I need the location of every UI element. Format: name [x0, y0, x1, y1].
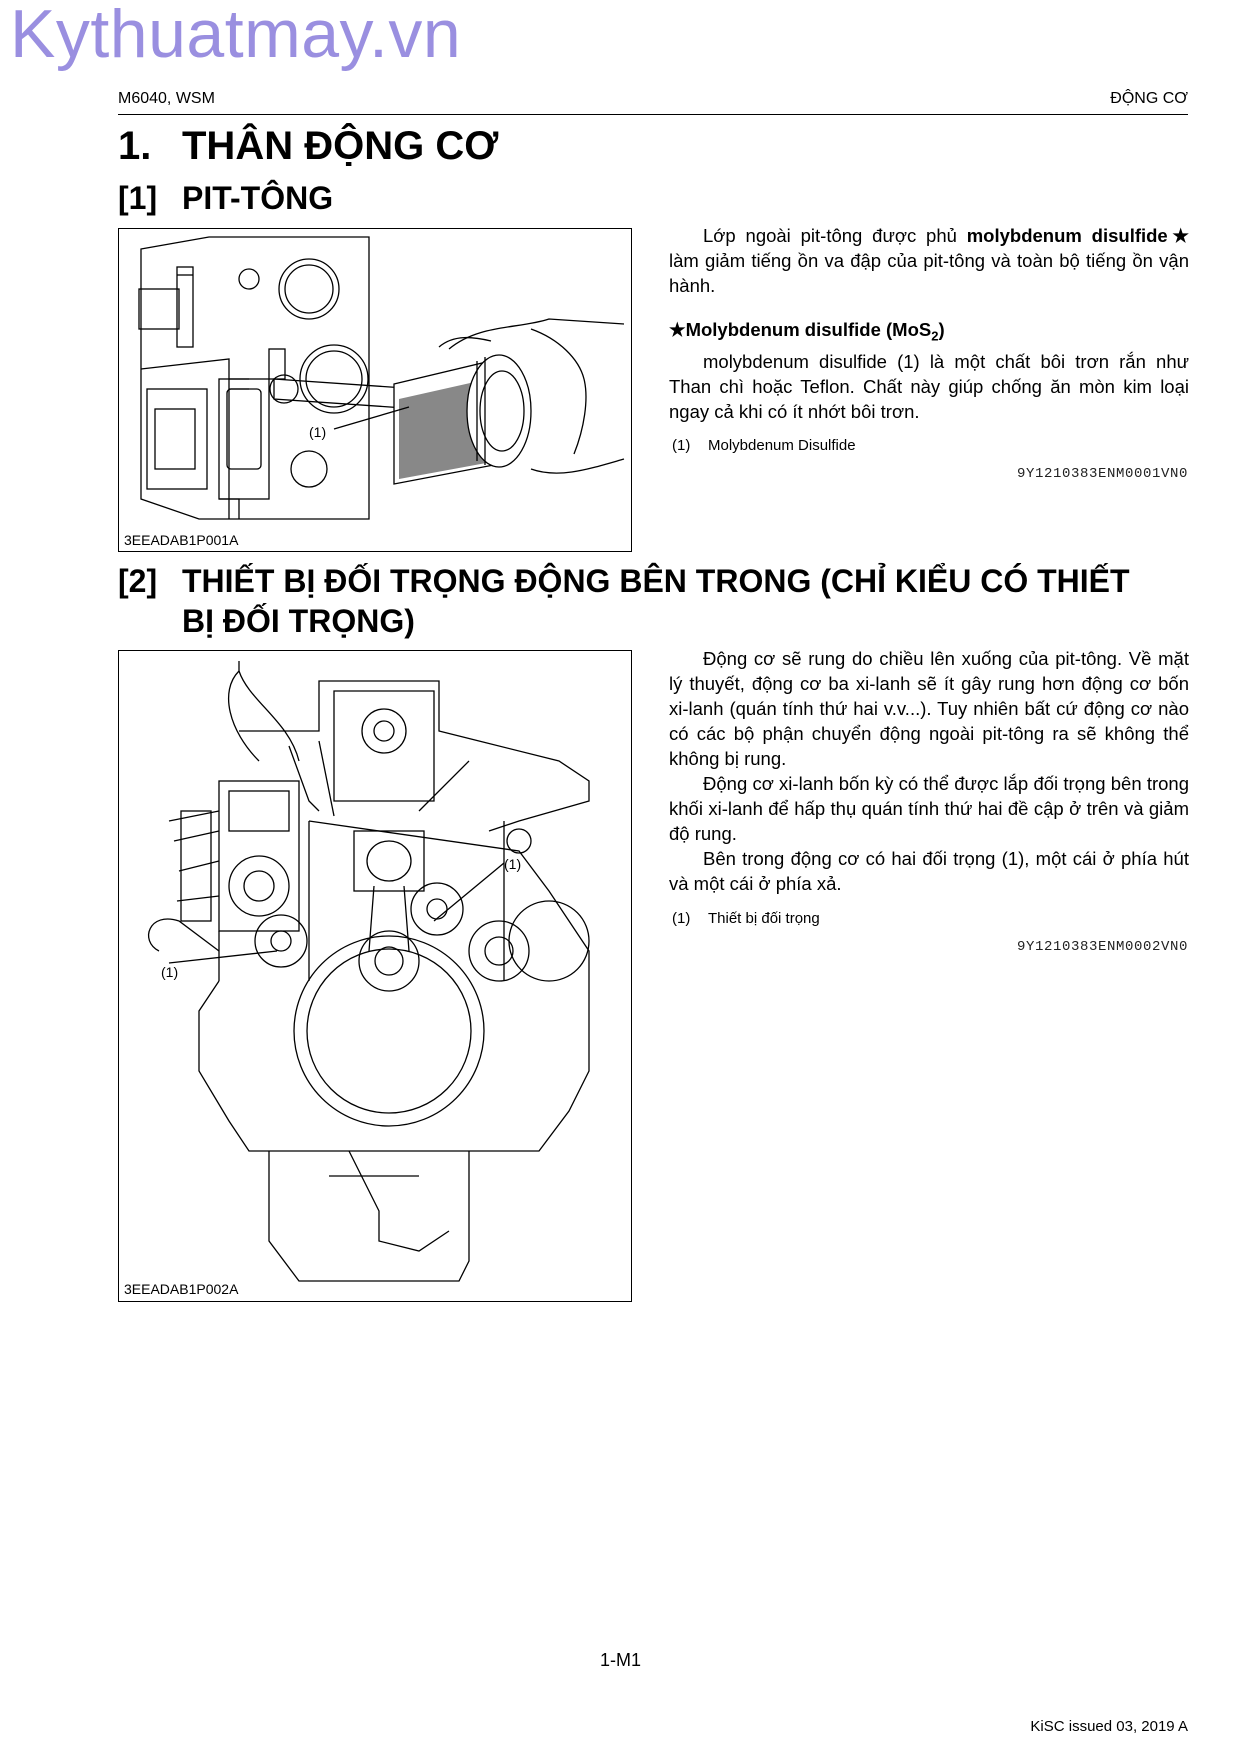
note-heading: [669, 317, 1189, 349]
section-title: THÂN ĐỘNG CƠ: [182, 124, 499, 168]
header-chapter: ĐỘNG CƠ: [1110, 90, 1188, 107]
balancer-paragraph-2: Động cơ xi-lanh bốn kỳ có thể được lắp đối trọng bên trong khối xi-lanh để hấp thụ quán tính thứ hai đề cập ở trên và giảm độ rung.: [669, 773, 1189, 844]
subsection-2-text: [669, 646, 1189, 896]
engine-illustration: [119, 651, 631, 1301]
figure-1-caption: 3EEADAB1P001A: [124, 532, 239, 548]
subsection-1-heading: [118, 178, 333, 218]
figure-2-caption: 3EEADAB1P002A: [124, 1281, 239, 1297]
issue-info: KiSC issued 03, 2019 A: [1030, 1718, 1188, 1735]
subsection-2-title-line2: BỊ ĐỐI TRỌNG): [182, 603, 415, 639]
ref-item-2: [672, 910, 820, 927]
header-manual-id: M6040, WSM: [118, 90, 215, 107]
piston-paragraph: [669, 223, 1189, 298]
ref-label: Thiết bị đối trọng: [708, 910, 820, 927]
piston-paragraph-bold: molybdenum disulfide★: [966, 225, 1189, 246]
watermark-logo: Kythuatmay.vn: [10, 0, 462, 72]
section-heading: [118, 124, 498, 169]
ref-number: (1): [672, 910, 691, 927]
figure-balancer: [118, 650, 632, 1302]
figure-1-callout: (1): [309, 424, 327, 440]
ref-item-1: [672, 437, 856, 454]
ref-label: Molybdenum Disulfide: [708, 437, 856, 454]
section-number: 1.: [118, 124, 152, 168]
figure-2-callout-left: (1): [161, 964, 179, 980]
subsection-2-number: [2]: [118, 563, 158, 599]
note-heading-sub: 2: [931, 328, 939, 344]
balancer-paragraph-3: Bên trong động cơ có hai đối trọng (1), một cái ở phía hút và một cái ở phía xả.: [669, 848, 1189, 894]
subsection-2-title-line1: THIẾT BỊ ĐỐI TRỌNG ĐỘNG BÊN TRONG (CHỈ KIỂU CÓ THIẾT: [182, 563, 1130, 599]
note-heading-b: ): [938, 319, 945, 340]
note-body: molybdenum disulfide (1) là một chất bôi trơn rắn như Than chì hoặc Teflon. Chất này giúp chống ăn mòn kim loại ngay cả khi có ít nhớt bôi trơn.: [669, 350, 1189, 422]
subsection-1-text: [669, 223, 1189, 424]
piston-paragraph-text-a: Lớp ngoài pit-tông được phủ: [703, 225, 967, 246]
piston-paragraph-text-b: làm giảm tiếng ồn va đập của pit-tông và toàn bộ tiếng ồn vận hành.: [669, 250, 1189, 296]
ref-number: (1): [672, 437, 691, 454]
subsection-1-title: PIT-TÔNG: [182, 180, 334, 216]
subsection-2-title: [182, 561, 1130, 641]
page-number: 1-M1: [599, 1650, 641, 1670]
header-rule: [118, 114, 1188, 115]
subsection-1-number: [1]: [118, 180, 158, 216]
note-heading-a: ★Molybdenum disulfide (MoS: [669, 319, 932, 340]
subsection-2-heading: [118, 561, 1198, 641]
figure-2-callout-right: (1): [504, 856, 522, 872]
doc-code-2: 9Y1210383ENM0002VN0: [1016, 939, 1188, 955]
figure-piston: [118, 228, 632, 552]
piston-illustration: [119, 229, 631, 551]
balancer-paragraph-1: Động cơ sẽ rung do chiều lên xuống của pit-tông. Về mặt lý thuyết, động cơ ba xi-lanh sẽ ít gây rung hơn động cơ bốn xi-lanh (quán tính thứ hai v.v...). Tuy nhiên bất cứ động cơ nào có các bộ phận chuyển động ngoài pit-tông ra sẽ không thể không bị rung.: [669, 648, 1189, 769]
doc-code-1: 9Y1210383ENM0001VN0: [1016, 466, 1188, 482]
